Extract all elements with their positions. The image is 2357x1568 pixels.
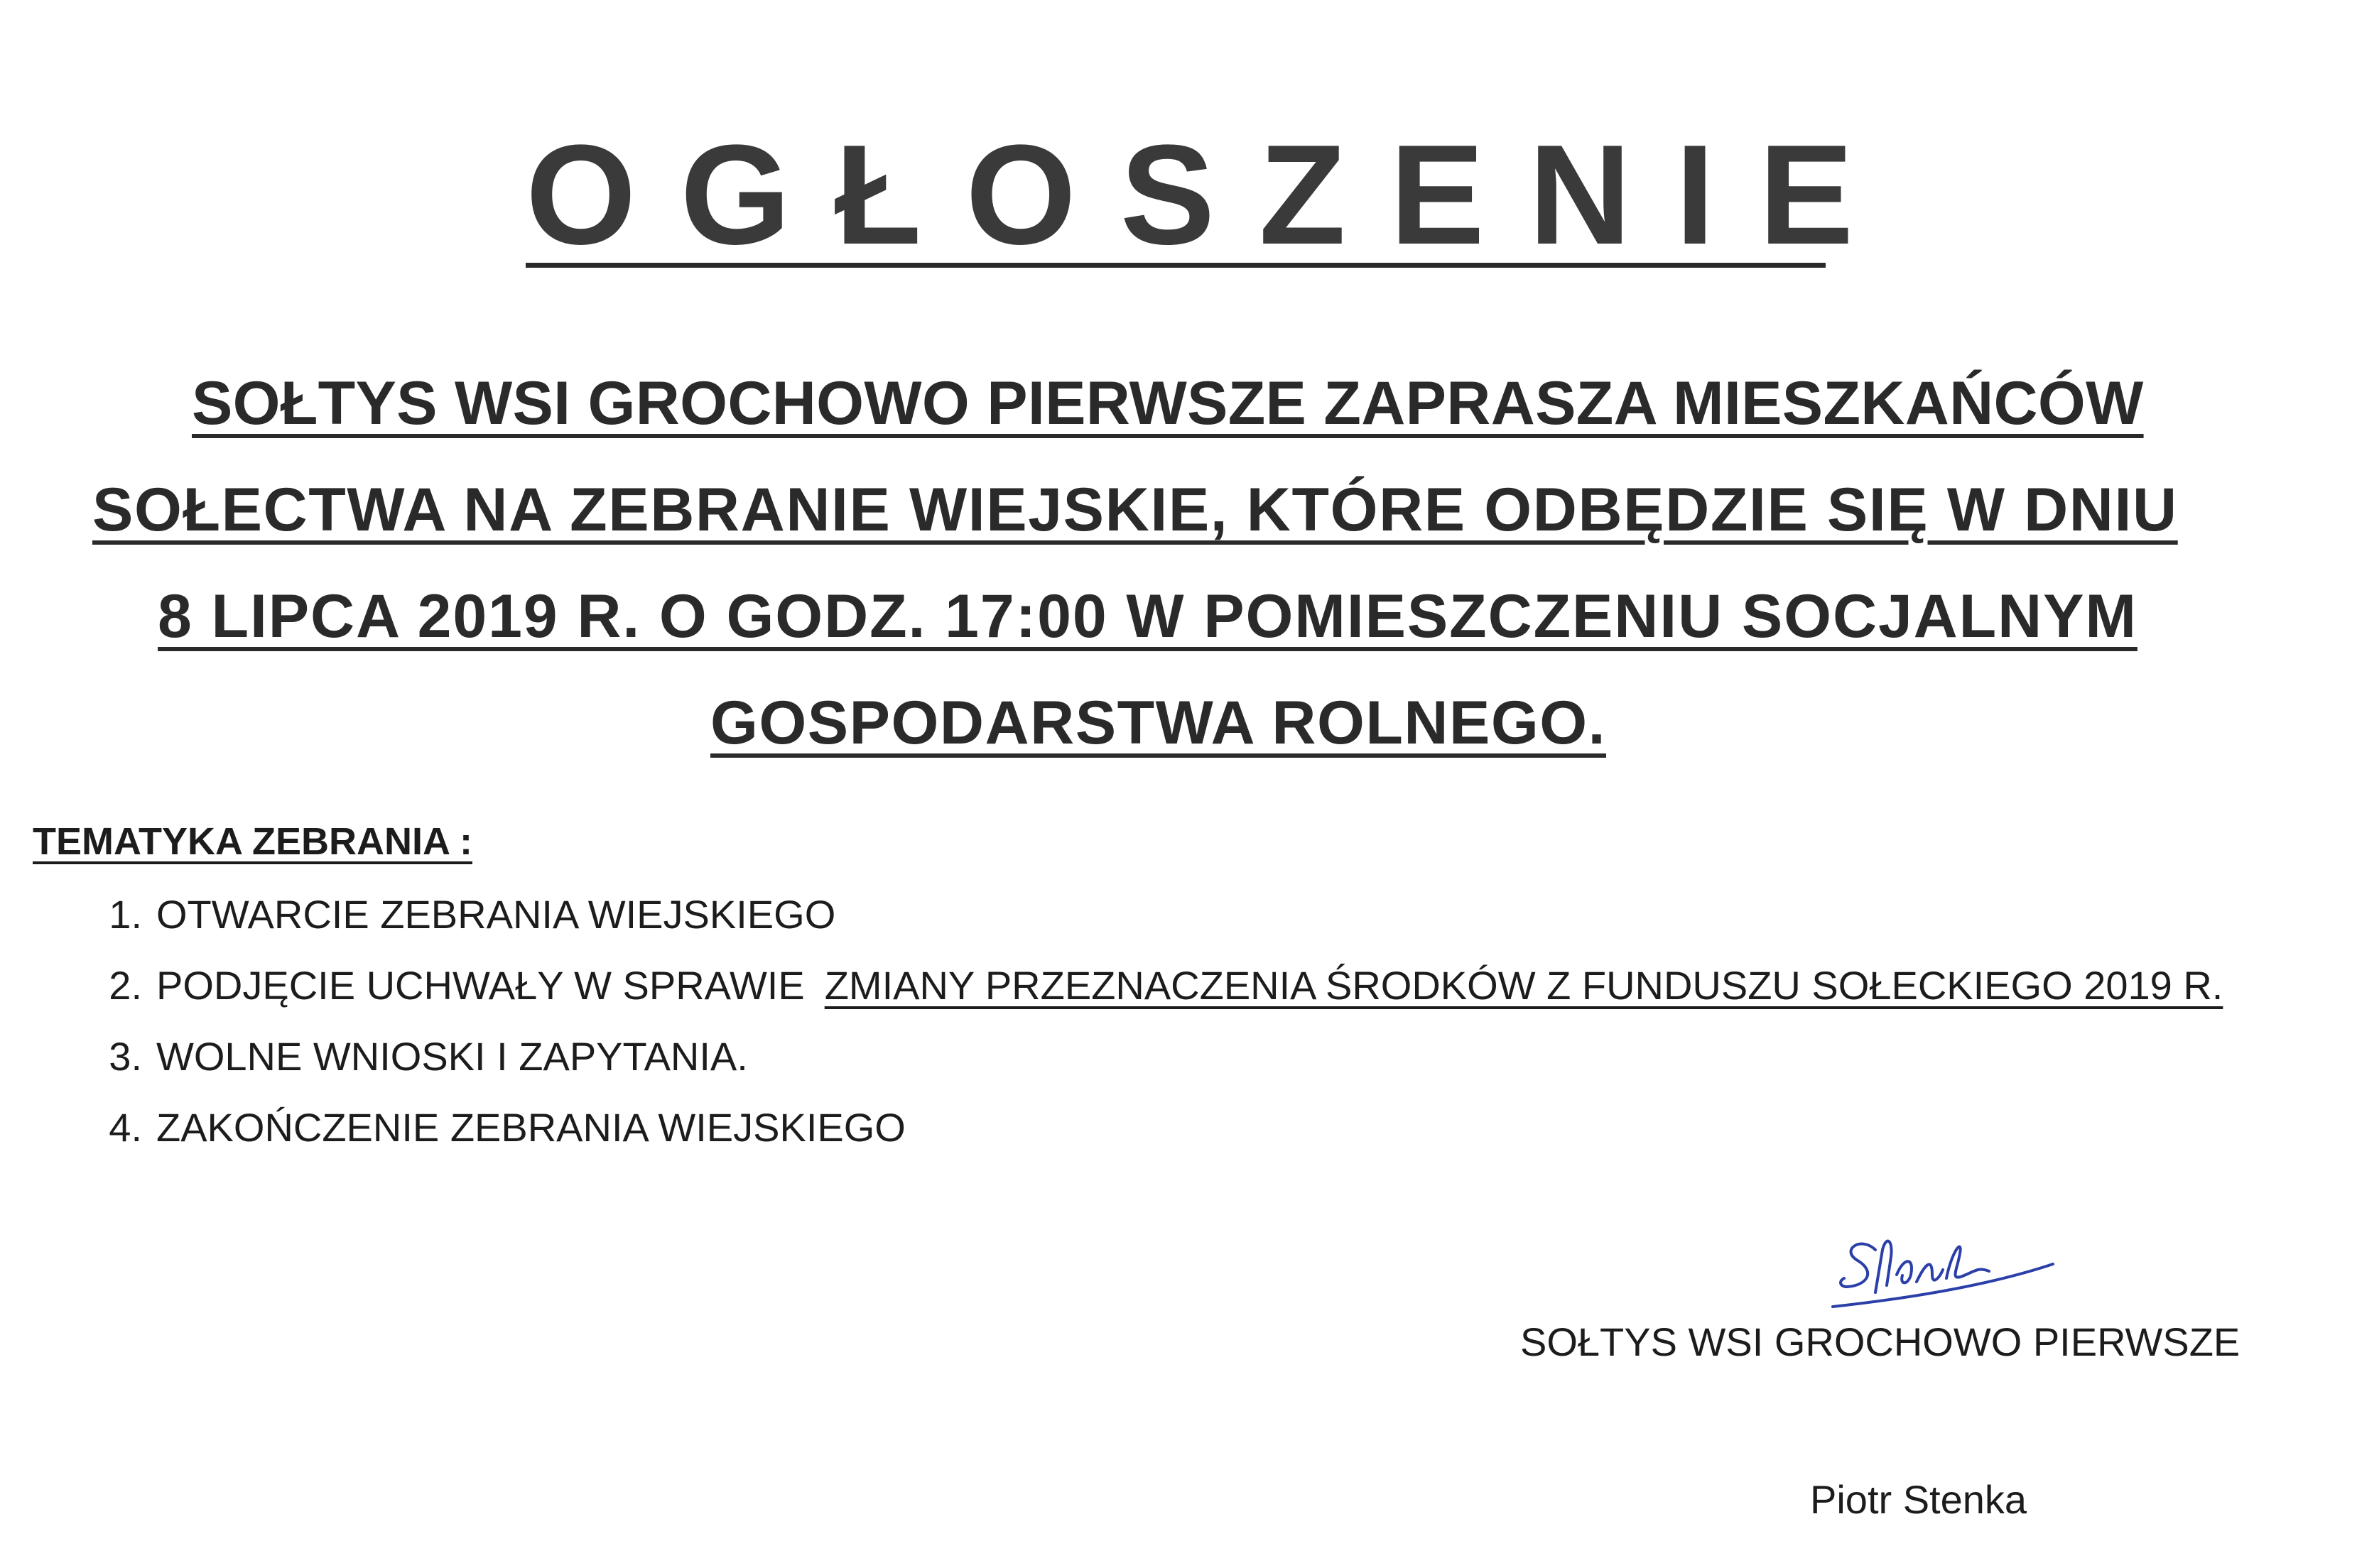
agenda-item-number: 4. — [109, 1105, 142, 1150]
agenda-item-number: 1. — [109, 892, 142, 937]
intro-line-2: SOŁECTWA NA ZEBRANIE WIEJSKIE, KTÓRE ODBĘDZIE SIĘ W DNIU — [92, 476, 2178, 544]
signatory-name: Piotr Stenka — [1810, 1477, 2027, 1522]
signature-stroke — [1833, 1241, 2053, 1307]
signatory-role: SOŁTYS WSI GROCHOWO PIERWSZE — [1520, 1319, 2240, 1364]
intro-line-4: GOSPODARSTWA ROLNEGO. — [710, 689, 1607, 757]
agenda-item-text: OTWARCIE ZEBRANIA WIEJSKIEGO — [156, 892, 836, 937]
agenda-item — [85, 957, 2223, 1028]
intro-line-3: 8 LIPCA 2019 R. O GODZ. 17:00 W POMIESZCZENIU SOCJALNYM — [158, 582, 2137, 650]
agenda-item-text: WOLNE WNIOSKI I ZAPYTANIA. — [156, 1034, 748, 1079]
agenda-item-text: PODJĘCIE UCHWAŁY W SPRAWIE — [156, 963, 805, 1008]
agenda-list — [85, 886, 2223, 1170]
handwritten-signature — [1826, 1207, 2060, 1321]
agenda-item — [85, 1028, 2223, 1099]
agenda-heading: TEMATYKA ZEBRANIA : — [33, 820, 472, 863]
agenda-item — [85, 1099, 2223, 1170]
agenda-item-number: 3. — [109, 1034, 142, 1079]
agenda-item-underlined-text: ZMIANY PRZEZNACZENIA ŚRODKÓW Z FUNDUSZU SOŁECKIEGO 2019 R. — [824, 963, 2223, 1008]
intro-line-1: SOŁTYS WSI GROCHOWO PIERWSZE ZAPRASZA MIESZKAŃCÓW — [192, 369, 2144, 437]
agenda-item-number: 2. — [109, 963, 142, 1008]
notice-title: OGŁOSZENIE — [526, 116, 1898, 274]
agenda-item-text: ZAKOŃCZENIE ZEBRANIA WIEJSKIEGO — [156, 1105, 906, 1150]
agenda-item — [85, 886, 2223, 957]
